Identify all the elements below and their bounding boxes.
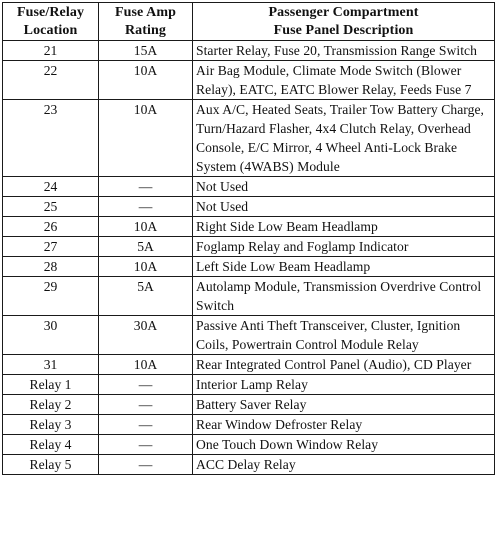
cell-rating: 10A [99, 61, 193, 100]
table-row [3, 415, 495, 435]
table-row [3, 435, 495, 455]
cell-description: Interior Lamp Relay [193, 375, 495, 395]
cell-description: Aux A/C, Heated Seats, Trailer Tow Battery Charge, Turn/Hazard Flasher, 4x4 Clutch Relay, Overhead Console, E/C Mirror, 4 Wheel Anti-Lock Brake System (4WABS) Module [193, 100, 495, 177]
cell-rating: 5A [99, 237, 193, 257]
cell-rating: — [99, 435, 193, 455]
cell-rating: 10A [99, 100, 193, 177]
table-row [3, 237, 495, 257]
table-row [3, 100, 495, 177]
cell-location: 22 [3, 61, 99, 100]
cell-rating: 30A [99, 316, 193, 355]
cell-location: 31 [3, 355, 99, 375]
cell-description: Not Used [193, 197, 495, 217]
cell-location: 26 [3, 217, 99, 237]
cell-location: Relay 1 [3, 375, 99, 395]
cell-description: Right Side Low Beam Headlamp [193, 217, 495, 237]
table-row [3, 375, 495, 395]
fuse-panel-table [2, 2, 495, 475]
table-header [3, 3, 495, 41]
cell-location: Relay 2 [3, 395, 99, 415]
cell-location: 25 [3, 197, 99, 217]
cell-location: Relay 4 [3, 435, 99, 455]
cell-description: Not Used [193, 177, 495, 197]
cell-location: 27 [3, 237, 99, 257]
cell-description: Left Side Low Beam Headlamp [193, 257, 495, 277]
cell-rating: 5A [99, 277, 193, 316]
cell-description: Passive Anti Theft Transceiver, Cluster, Ignition Coils, Powertrain Control Module Relay [193, 316, 495, 355]
cell-rating: — [99, 375, 193, 395]
table-row [3, 217, 495, 237]
cell-description: Rear Window Defroster Relay [193, 415, 495, 435]
cell-location: Relay 5 [3, 455, 99, 475]
cell-description: Autolamp Module, Transmission Overdrive Control Switch [193, 277, 495, 316]
cell-rating: 10A [99, 355, 193, 375]
cell-location: 21 [3, 41, 99, 61]
cell-description: Foglamp Relay and Foglamp Indicator [193, 237, 495, 257]
header-location-line-2: Location [23, 23, 78, 38]
table-row [3, 197, 495, 217]
header-location [3, 3, 99, 41]
header-row [3, 3, 495, 41]
header-location-line-1: Fuse/Relay [16, 5, 85, 20]
cell-description: ACC Delay Relay [193, 455, 495, 475]
header-description-line-2: Fuse Panel Description [273, 23, 414, 38]
cell-description: Starter Relay, Fuse 20, Transmission Range Switch [193, 41, 495, 61]
header-description [193, 3, 495, 41]
cell-rating: — [99, 197, 193, 217]
cell-description: Air Bag Module, Climate Mode Switch (Blower Relay), EATC, EATC Blower Relay, Feeds Fuse 7 [193, 61, 495, 100]
table-row [3, 177, 495, 197]
table-row [3, 355, 495, 375]
table-row [3, 41, 495, 61]
table-row [3, 395, 495, 415]
cell-location: Relay 3 [3, 415, 99, 435]
cell-location: 24 [3, 177, 99, 197]
table-row [3, 61, 495, 100]
header-rating-line-2: Rating [124, 23, 167, 38]
header-description-line-1: Passenger Compartment [268, 5, 419, 20]
cell-rating: 10A [99, 257, 193, 277]
table-row [3, 277, 495, 316]
cell-rating: — [99, 455, 193, 475]
cell-location: 29 [3, 277, 99, 316]
cell-location: 30 [3, 316, 99, 355]
cell-description: Battery Saver Relay [193, 395, 495, 415]
cell-location: 23 [3, 100, 99, 177]
cell-rating: — [99, 395, 193, 415]
cell-rating: 15A [99, 41, 193, 61]
cell-rating: — [99, 415, 193, 435]
header-rating [99, 3, 193, 41]
cell-location: 28 [3, 257, 99, 277]
table-body [3, 41, 495, 475]
table-row [3, 257, 495, 277]
table-row [3, 455, 495, 475]
cell-rating: — [99, 177, 193, 197]
cell-description: One Touch Down Window Relay [193, 435, 495, 455]
table-row [3, 316, 495, 355]
cell-description: Rear Integrated Control Panel (Audio), CD Player [193, 355, 495, 375]
cell-rating: 10A [99, 217, 193, 237]
header-rating-line-1: Fuse Amp [114, 5, 177, 20]
